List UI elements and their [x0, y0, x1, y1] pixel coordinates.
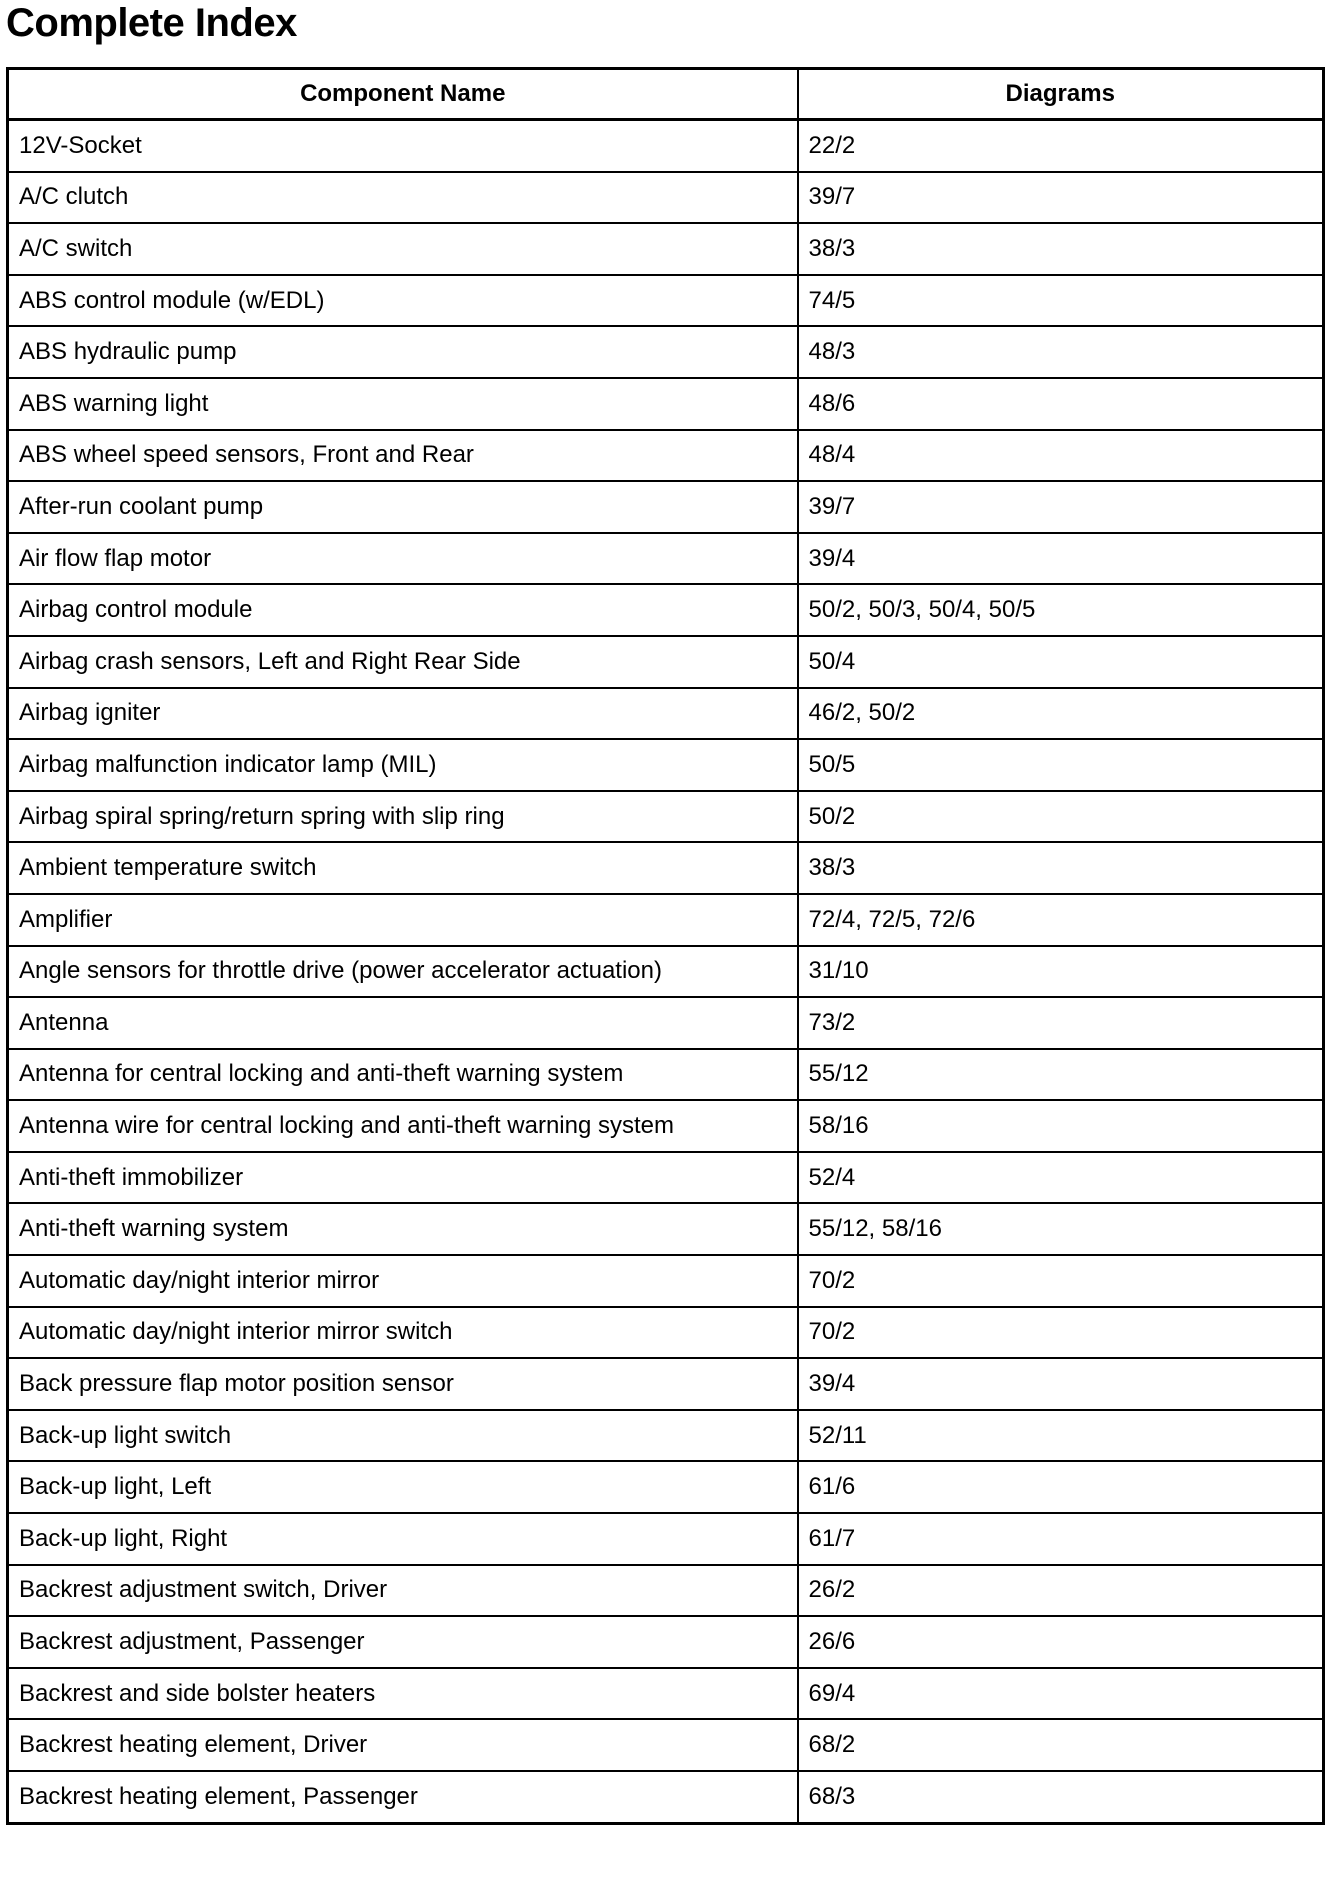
component-name-cell: Airbag crash sensors, Left and Right Rear Side	[8, 636, 798, 688]
diagrams-cell: 73/2	[798, 997, 1324, 1049]
table-row	[8, 1049, 1324, 1101]
table-row	[8, 120, 1324, 172]
component-name-cell: Backrest heating element, Passenger	[8, 1771, 798, 1823]
table-row	[8, 326, 1324, 378]
column-header-component-name: Component Name	[8, 69, 798, 120]
component-name-cell: 12V-Socket	[8, 120, 798, 172]
component-name-cell: A/C switch	[8, 223, 798, 275]
table-row	[8, 1616, 1324, 1668]
table-row	[8, 1513, 1324, 1565]
diagrams-cell: 50/2, 50/3, 50/4, 50/5	[798, 584, 1324, 636]
table-row	[8, 636, 1324, 688]
table-row	[8, 223, 1324, 275]
component-name-cell: Air flow flap motor	[8, 533, 798, 585]
component-name-cell: Amplifier	[8, 894, 798, 946]
table-row	[8, 275, 1324, 327]
component-name-cell: ABS hydraulic pump	[8, 326, 798, 378]
diagrams-cell: 22/2	[798, 120, 1324, 172]
component-name-cell: ABS control module (w/EDL)	[8, 275, 798, 327]
component-name-cell: Backrest adjustment switch, Driver	[8, 1565, 798, 1617]
diagrams-cell: 70/2	[798, 1255, 1324, 1307]
table-row	[8, 1668, 1324, 1720]
table-row	[8, 946, 1324, 998]
diagrams-cell: 38/3	[798, 842, 1324, 894]
diagrams-cell: 39/4	[798, 533, 1324, 585]
diagrams-cell: 70/2	[798, 1307, 1324, 1359]
component-name-cell: Anti-theft warning system	[8, 1203, 798, 1255]
table-row	[8, 1358, 1324, 1410]
diagrams-cell: 48/4	[798, 430, 1324, 482]
component-name-cell: Antenna for central locking and anti-theft warning system	[8, 1049, 798, 1101]
table-row	[8, 894, 1324, 946]
diagrams-cell: 72/4, 72/5, 72/6	[798, 894, 1324, 946]
component-name-cell: Automatic day/night interior mirror	[8, 1255, 798, 1307]
diagrams-cell: 46/2, 50/2	[798, 688, 1324, 740]
component-name-cell: ABS wheel speed sensors, Front and Rear	[8, 430, 798, 482]
component-name-cell: ABS warning light	[8, 378, 798, 430]
diagrams-cell: 31/10	[798, 946, 1324, 998]
component-name-cell: Backrest and side bolster heaters	[8, 1668, 798, 1720]
diagrams-cell: 50/2	[798, 791, 1324, 843]
diagrams-cell: 39/4	[798, 1358, 1324, 1410]
table-row	[8, 533, 1324, 585]
table-row	[8, 688, 1324, 740]
table-row	[8, 1255, 1324, 1307]
diagrams-cell: 39/7	[798, 481, 1324, 533]
table-row	[8, 1771, 1324, 1823]
diagrams-cell: 68/2	[798, 1719, 1324, 1771]
diagrams-cell: 69/4	[798, 1668, 1324, 1720]
table-row	[8, 1565, 1324, 1617]
table-header-row	[8, 69, 1324, 120]
component-name-cell: Backrest adjustment, Passenger	[8, 1616, 798, 1668]
component-name-cell: After-run coolant pump	[8, 481, 798, 533]
table-row	[8, 842, 1324, 894]
component-name-cell: Airbag malfunction indicator lamp (MIL)	[8, 739, 798, 791]
diagrams-cell: 50/5	[798, 739, 1324, 791]
diagrams-cell: 61/6	[798, 1461, 1324, 1513]
diagrams-cell: 38/3	[798, 223, 1324, 275]
table-row	[8, 584, 1324, 636]
diagrams-cell: 55/12, 58/16	[798, 1203, 1324, 1255]
diagrams-cell: 26/6	[798, 1616, 1324, 1668]
table-row	[8, 1461, 1324, 1513]
component-name-cell: Automatic day/night interior mirror switch	[8, 1307, 798, 1359]
table-row	[8, 791, 1324, 843]
table-row	[8, 1410, 1324, 1462]
component-name-cell: Antenna wire for central locking and anti-theft warning system	[8, 1100, 798, 1152]
component-name-cell: A/C clutch	[8, 172, 798, 224]
diagrams-cell: 52/4	[798, 1152, 1324, 1204]
diagrams-cell: 50/4	[798, 636, 1324, 688]
diagrams-cell: 68/3	[798, 1771, 1324, 1823]
diagrams-cell: 55/12	[798, 1049, 1324, 1101]
table-row	[8, 378, 1324, 430]
component-name-cell: Antenna	[8, 997, 798, 1049]
table-row	[8, 481, 1324, 533]
table-row	[8, 997, 1324, 1049]
table-row	[8, 172, 1324, 224]
diagrams-cell: 52/11	[798, 1410, 1324, 1462]
component-index-table	[6, 67, 1325, 1825]
diagrams-cell: 39/7	[798, 172, 1324, 224]
diagrams-cell: 48/3	[798, 326, 1324, 378]
component-name-cell: Back-up light, Left	[8, 1461, 798, 1513]
component-name-cell: Backrest heating element, Driver	[8, 1719, 798, 1771]
column-header-diagrams: Diagrams	[798, 69, 1324, 120]
component-name-cell: Airbag spiral spring/return spring with slip ring	[8, 791, 798, 843]
table-row	[8, 1152, 1324, 1204]
diagrams-cell: 26/2	[798, 1565, 1324, 1617]
component-name-cell: Airbag control module	[8, 584, 798, 636]
component-name-cell: Back-up light switch	[8, 1410, 798, 1462]
table-row	[8, 1719, 1324, 1771]
diagrams-cell: 58/16	[798, 1100, 1324, 1152]
diagrams-cell: 48/6	[798, 378, 1324, 430]
component-name-cell: Anti-theft immobilizer	[8, 1152, 798, 1204]
component-name-cell: Back-up light, Right	[8, 1513, 798, 1565]
table-row	[8, 1100, 1324, 1152]
page-title: Complete Index	[6, 1, 297, 45]
table-row	[8, 1203, 1324, 1255]
table-body	[8, 120, 1324, 1824]
component-name-cell: Airbag igniter	[8, 688, 798, 740]
table-row	[8, 430, 1324, 482]
diagrams-cell: 74/5	[798, 275, 1324, 327]
component-name-cell: Ambient temperature switch	[8, 842, 798, 894]
table-row	[8, 1307, 1324, 1359]
component-name-cell: Back pressure flap motor position sensor	[8, 1358, 798, 1410]
table-row	[8, 739, 1324, 791]
diagrams-cell: 61/7	[798, 1513, 1324, 1565]
component-name-cell: Angle sensors for throttle drive (power accelerator actuation)	[8, 946, 798, 998]
